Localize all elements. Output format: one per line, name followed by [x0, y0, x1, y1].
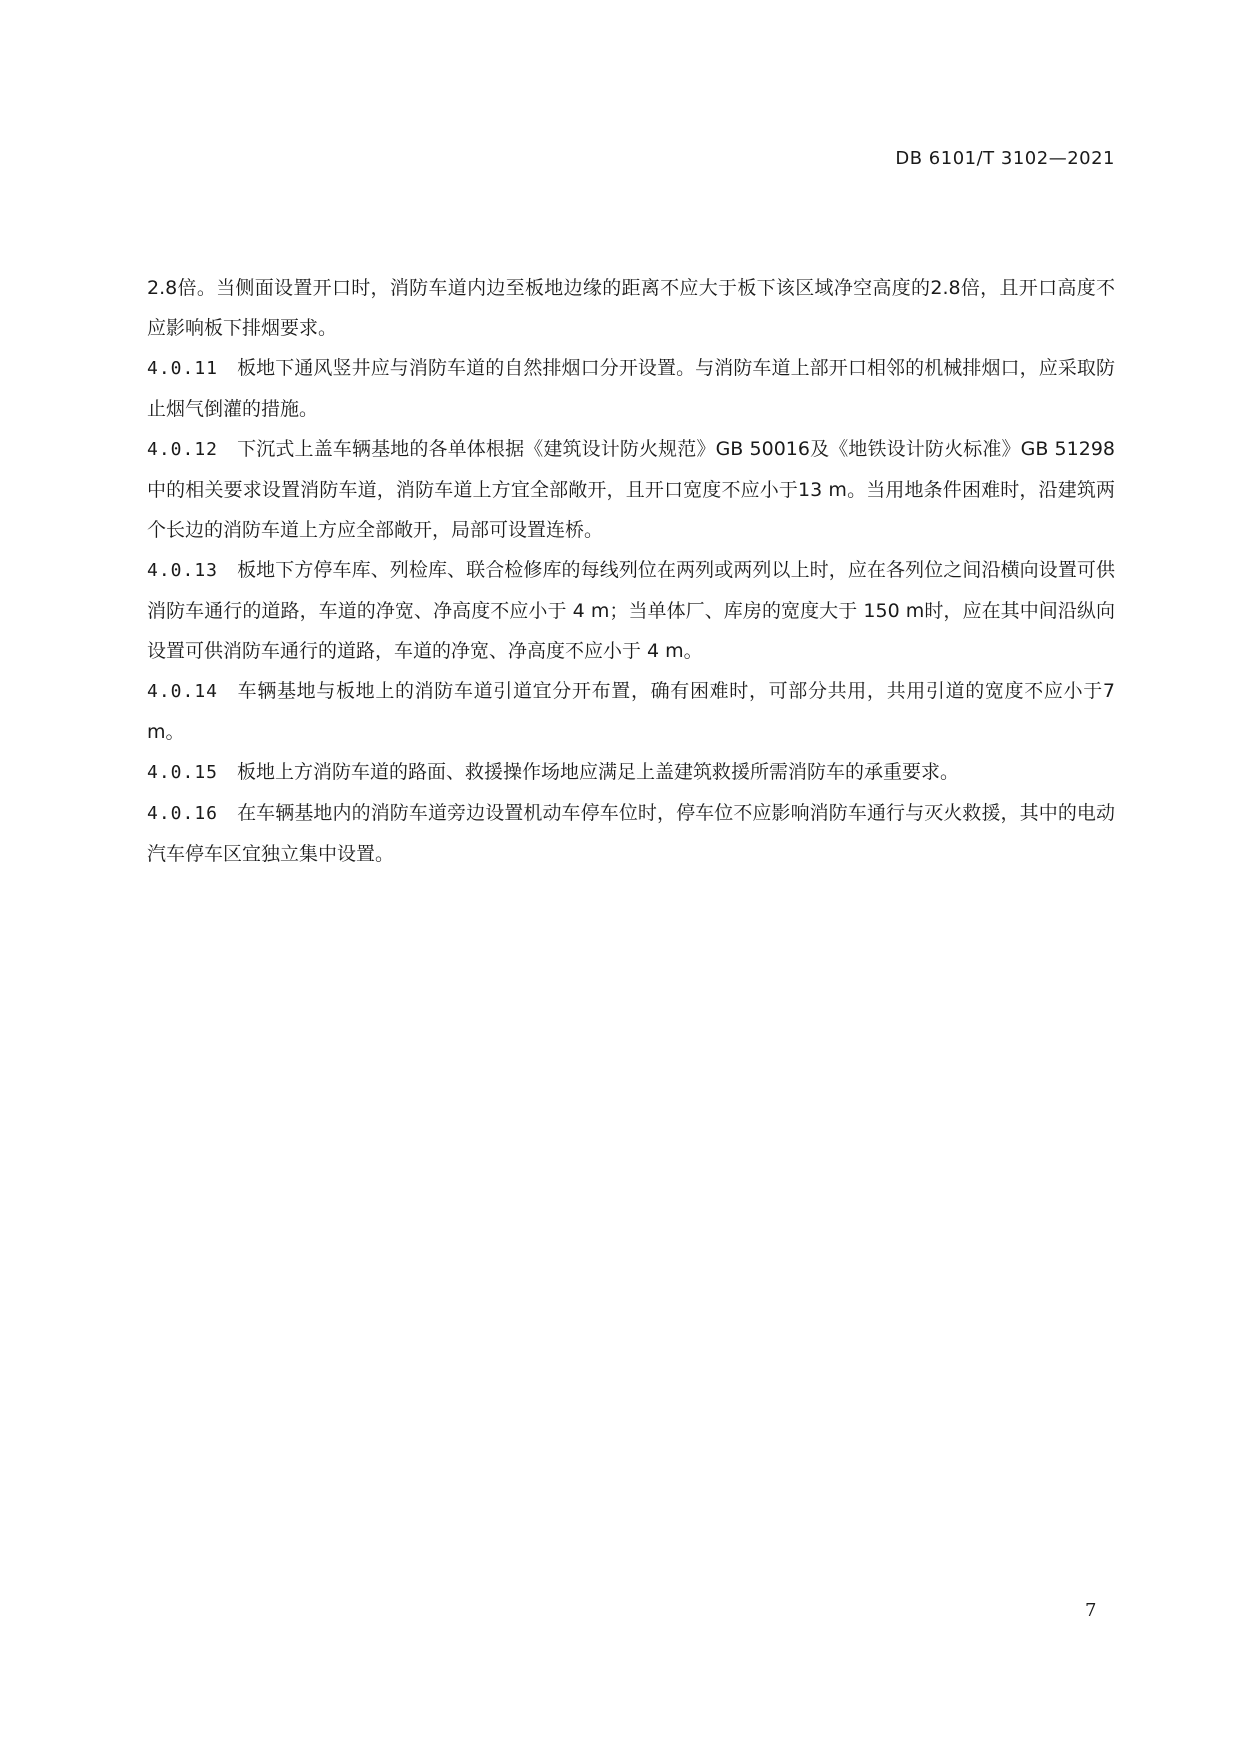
document-code: DB 6101/T 3102—2021: [895, 148, 1115, 169]
clause-text: 板地上方消防车道的路面、救援操作场地应满足上盖建筑救援所需消防车的承重要求。: [237, 761, 960, 783]
clause-4-0-14: [147, 671, 1115, 752]
document-body: [147, 268, 1115, 874]
clause-text: 在车辆基地内的消防车道旁边设置机动车停车位时，停车位不应影响消防车通行与灭火救援，其中的电动汽车停车区宜独立集中设置。: [147, 802, 1115, 865]
clause-4-0-13: [147, 550, 1115, 671]
continuation-paragraph: 2.8倍。当侧面设置开口时，消防车道内边至板地边缘的距离不应大于板下该区域净空高度的2.8倍，且开口高度不应影响板下排烟要求。: [147, 277, 1115, 339]
clause-4-0-15: [147, 752, 1115, 793]
page-number: 7: [1085, 1600, 1097, 1621]
clause-text: 板地下通风竖井应与消防车道的自然排烟口分开设置。与消防车道上部开口相邻的机械排烟口，应采取防止烟气倒灌的措施。: [147, 357, 1115, 420]
clause-text: 下沉式上盖车辆基地的各单体根据《建筑设计防火规范》GB 50016及《地铁设计防火标准》GB 51298中的相关要求设置消防车道，消防车道上方宜全部敞开，且开口宽度不应小于13 m。当用地条件困难时，沿建筑两个长边的消防车道上方应全部敞开，局部可设置连桥。: [147, 438, 1115, 541]
clause-text: 车辆基地与板地上的消防车道引道宜分开布置，确有困难时，可部分共用，共用引道的宽度不应小于7 m。: [147, 680, 1115, 743]
clause-number: 4.0.12: [147, 439, 219, 460]
clause-4-0-11: [147, 348, 1115, 429]
clause-number: 4.0.11: [147, 358, 219, 379]
clause-4-0-12: [147, 429, 1115, 550]
clause-text: 板地下方停车库、列检库、联合检修库的每线列位在两列或两列以上时，应在各列位之间沿横向设置可供消防车通行的道路，车道的净宽、净高度不应小于 4 m；当单体厂、库房的宽度大于 150 m时，应在其中间沿纵向设置可供消防车通行的道路，车道的净宽、净高度不应小于 4 m。: [147, 559, 1115, 662]
clause-number: 4.0.16: [147, 803, 219, 824]
clause-number: 4.0.13: [147, 560, 219, 581]
clause-number: 4.0.14: [147, 681, 219, 702]
clause-number: 4.0.15: [147, 762, 219, 783]
clause-4-0-16: [147, 793, 1115, 874]
